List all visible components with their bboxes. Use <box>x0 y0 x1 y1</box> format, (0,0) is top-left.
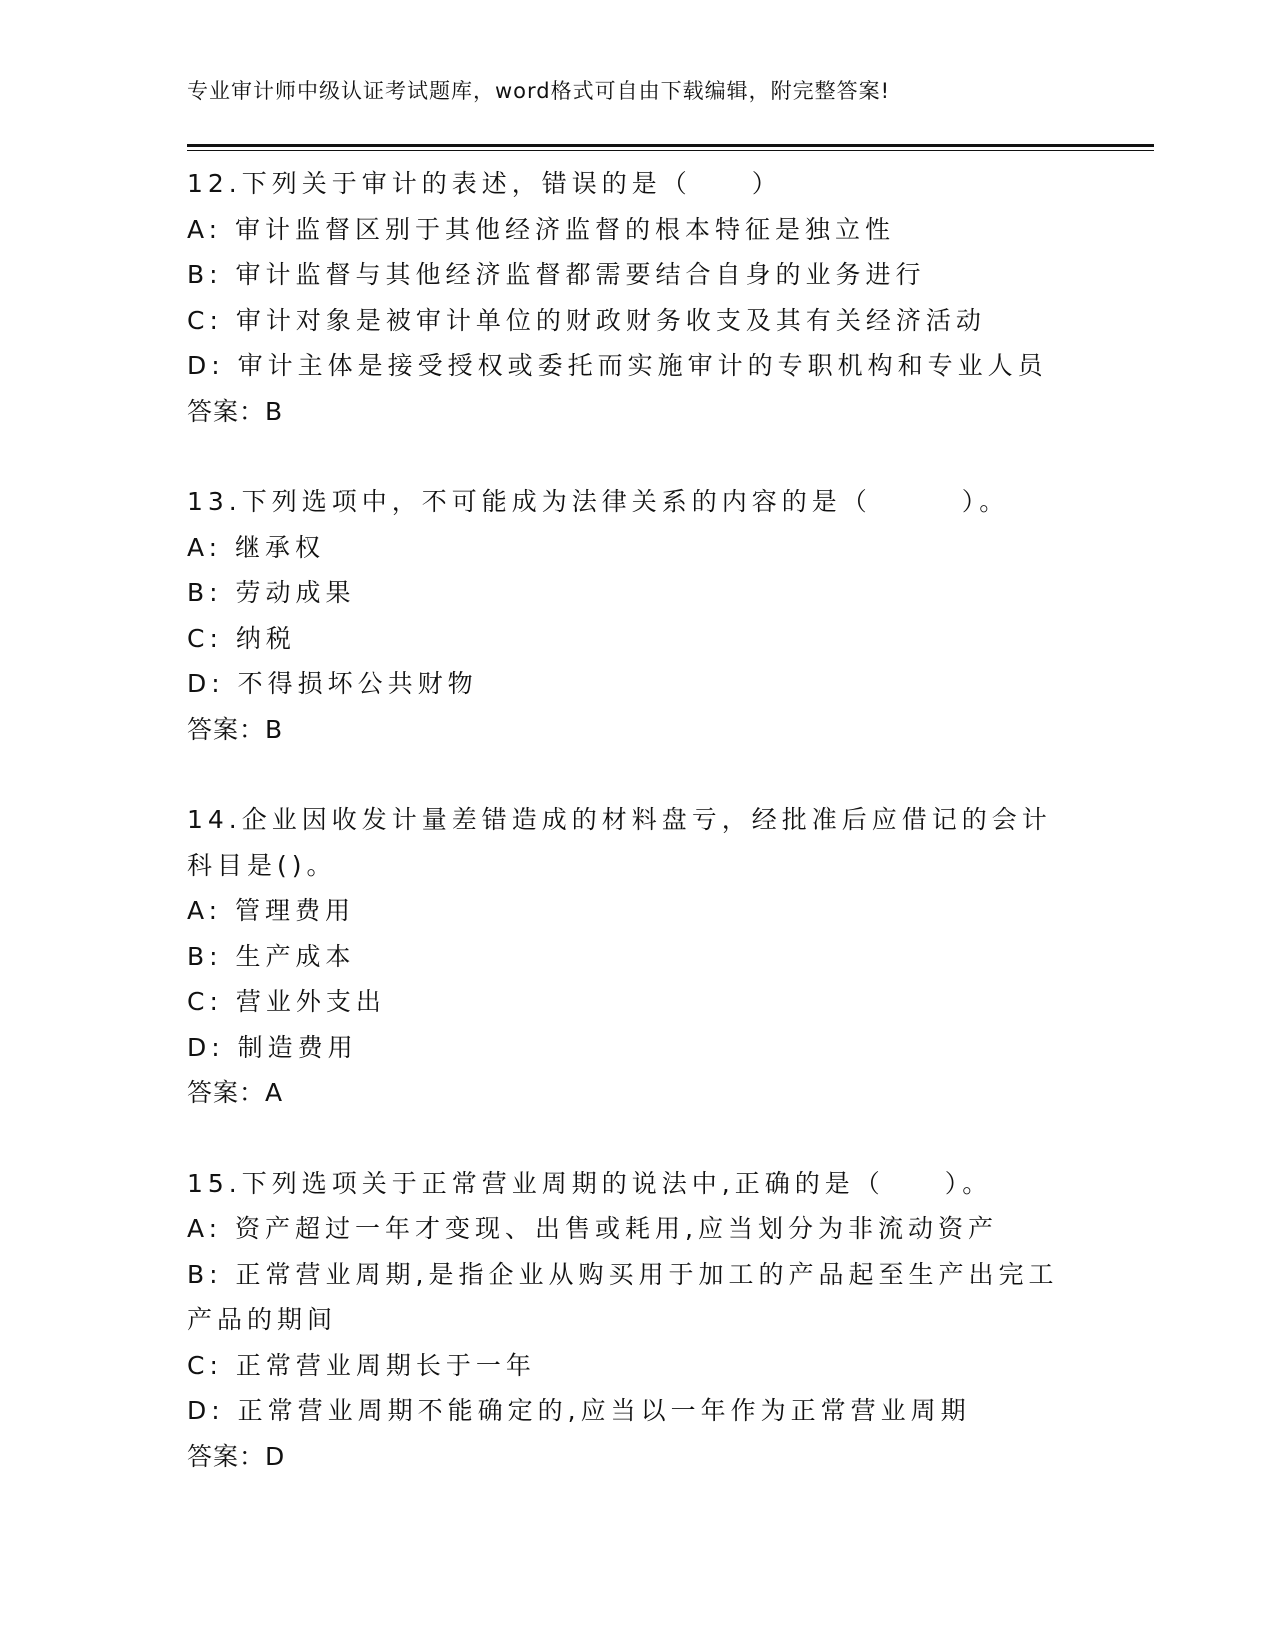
question-15 <box>187 1161 1087 1480</box>
question-12 <box>187 161 1087 434</box>
header-rule-thin <box>187 150 1154 151</box>
option-b: B: 劳动成果 <box>187 578 356 607</box>
option-c: C: 营业外支出 <box>187 987 386 1016</box>
option-d: D: 制造费用 <box>187 1032 358 1062</box>
option-a: A: 资产超过一年才变现、出售或耗用,应当划分为非流动资产 <box>187 1214 998 1243</box>
question-stem: 15.下列选项关于正常营业周期的说法中,正确的是（ ）。 <box>187 1168 993 1198</box>
question-stem: 14.企业因收发计量差错造成的材料盘亏，经批准后应借记的会计科目是()。 <box>187 805 1052 880</box>
answer-label: 答案：B <box>187 396 284 426</box>
option-c: C: 正常营业周期长于一年 <box>187 1350 536 1380</box>
option-a: A: 继承权 <box>187 532 326 562</box>
answer-label: 答案：D <box>187 1441 286 1471</box>
option-c: C: 审计对象是被审计单位的财政财务收支及其有关经济活动 <box>187 305 986 335</box>
option-d: D: 正常营业周期不能确定的,应当以一年作为正常营业周期 <box>187 1396 971 1425</box>
option-b: B: 正常营业周期,是指企业从购买用于加工的产品起至生产出完工产品的期间 <box>187 1259 1059 1334</box>
option-d: D: 不得损坏公共财物 <box>187 669 478 698</box>
question-stem: 13.下列选项中，不可能成为法律关系的内容的是（ ）。 <box>187 487 1010 516</box>
question-13 <box>187 479 1087 752</box>
option-b: B: 生产成本 <box>187 941 356 971</box>
option-c: C: 纳税 <box>187 623 296 653</box>
question-14 <box>187 797 1087 1116</box>
answer-label: 答案：A <box>187 1078 284 1107</box>
page-header: 专业审计师中级认证考试题库，word格式可自由下载编辑，附完整答案! <box>187 79 891 103</box>
option-a: A: 管理费用 <box>187 896 356 925</box>
answer-label: 答案：B <box>187 714 284 744</box>
option-b: B: 审计监督与其他经济监督都需要结合自身的业务进行 <box>187 260 926 289</box>
question-stem: 12.下列关于审计的表述，错误的是（ ） <box>187 169 782 198</box>
header-rule-thick <box>187 144 1154 147</box>
option-a: A: 审计监督区别于其他经济监督的根本特征是独立性 <box>187 214 896 244</box>
option-d: D: 审计主体是接受授权或委托而实施审计的专职机构和专业人员 <box>187 351 1048 380</box>
question-list <box>187 161 1087 1479</box>
